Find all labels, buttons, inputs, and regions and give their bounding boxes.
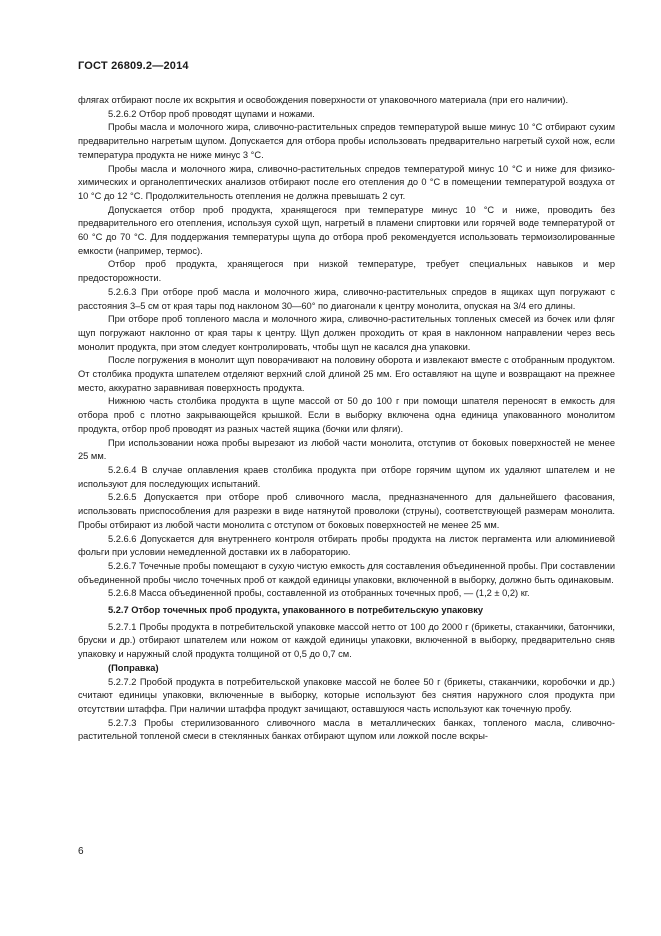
paragraph: 5.2.6.3 При отборе проб масла и молочного жира, сливочно-растительных спредов в ящиках щуп погружают с расстояния 3–5 см от края тары под наклоном 30—60° по диагонали к центру монолита, опуская на 3/4 его длины.	[78, 286, 615, 311]
section-heading: 5.2.7 Отбор точечных проб продукта, упакованного в потребительскую упаковку	[108, 605, 484, 616]
paragraph: Отбор проб продукта, хранящегося при низкой температуре, требует специальных навыков и мер предосторожности.	[78, 259, 615, 284]
paragraph: 5.2.6.8 Масса объединенной пробы, составленной из отобранных точечных проб, — (1,2 ± 0,2) кг.	[108, 588, 530, 599]
amendment-note: (Поправка)	[108, 662, 159, 673]
paragraph: Допускается отбор проб продукта, хранящегося при температуре минус 10 °С и ниже, проводить без предварительного его отепления, используя сухой щуп, нагретый в пламени спиртовки или горячей воде температурой от 60 °С до 70 °С. Для поддержания температуры щупа до отбора проб рекомендуется использовать термоизолированные емкости (например, термос).	[78, 204, 615, 256]
paragraph: 5.2.7.1 Пробы продукта в потребительской упаковке массой нетто от 100 до 2000 г (брикеты, стаканчики, батончики, бруски и др.) отбирают шпателем или ножом от каждой единицы упаковки, включенной в выборку, предварительно сняв упаковку и наружный слой продукта толщиной от 0,5 до 0,7 см.	[78, 621, 615, 660]
paragraph: Пробы масла и молочного жира, сливочно-растительных спредов температурой выше минус 10 °С отбирают сухим предварительно нагретым щупом. Допускается для отбора пробы использовать предварительно нагретый сухой нож, если температура продукта не ниже минус 3 °С.	[78, 122, 615, 160]
document-body	[78, 94, 615, 744]
paragraph: 5.2.6.4 В случае оплавления краев столбика продукта при отборе горячим щупом их удаляют шпателем и не используют для последующих испытаний.	[78, 464, 615, 489]
paragraph: 5.2.7.3 Пробы стерилизованного сливочного масла в металлических банках, топленого масла, сливочно-растительной топленой смеси в стеклянных банках отбирают щупом или ложкой после вскры-	[78, 717, 615, 742]
paragraph: 5.2.6.5 Допускается при отборе проб сливочного масла, предназначенного для дальнейшего фасования, использовать приспособления для разрезки в виде натянутой проволоки (струны), соответствующей размерам монолита. Пробы отбирают из любой части монолита с отступом от боковых поверхностей не менее 25 мм.	[78, 492, 615, 530]
page-number: 6	[78, 846, 84, 857]
paragraph: флягах отбирают после их вскрытия и освобождения поверхности от упаковочного материала (при его наличии).	[78, 95, 569, 105]
paragraph: 5.2.6.6 Допускается для внутреннего контроля отбирать пробы продукта на листок пергамента или алюминиевой фольги при условии немедленной доставки их в лабораторию.	[78, 533, 615, 558]
paragraph: После погружения в монолит щуп поворачивают на половину оборота и извлекают вместе с отобранным продуктом. От столбика продукта шпателем отделяют верхний слой длиной 25 мм. Его оставляют на щупе и возвращают на прежнее место, аккуратно заравнивая поверхность продукта.	[78, 355, 615, 393]
paragraph: При использовании ножа пробы вырезают из любой части монолита, отступив от боковых поверхностей не менее 25 мм.	[78, 437, 615, 462]
paragraph: При отборе проб топленого масла и молочного жира, сливочно-растительных топленых смесей из бочек или фляг щуп погружают наклонно от края тары к центру. Щуп должен проходить от края в наклонном направлении через весь монолит продукта, при этом следует контролировать, чтобы щуп не касался дна упаковки.	[78, 314, 615, 352]
paragraph: 5.2.6.2 Отбор проб проводят щупами и ножами.	[108, 108, 315, 119]
paragraph: Нижнюю часть столбика продукта в щупе массой от 50 до 100 г при помощи шпателя переносят в емкость для отбора проб с плотно закрывающейся крышкой. Если в выборку включена одна единица упакованного монолитом продукта, отбор проб проводят из разных частей ящика (бочки или фляги).	[78, 396, 615, 434]
document-header: ГОСТ 26809.2—2014	[78, 60, 189, 72]
paragraph: Пробы масла и молочного жира, сливочно-растительных спредов температурой минус 10 °С и ниже для физико-химических и органолептических анализов отбирают после его отепления до 0 °С в помещении температурой воздуха от 10 °С до 12 °С. Продолжительность отепления не должна превышать 2 сут.	[78, 163, 615, 201]
paragraph: 5.2.7.2 Пробой продукта в потребительской упаковке массой не более 50 г (брикеты, стаканчики, коробочки и др.) считают единицы упаковки, включенные в выборку, которые используют без снятия наружного слоя продукта при отсутствии штаффа. При наличии штаффа продукт зачищают, оставшуюся часть используют как точечную пробу.	[78, 676, 615, 714]
paragraph: 5.2.6.7 Точечные пробы помещают в сухую чистую емкость для составления объединенной пробы. При составлении объединенной пробы число точечных проб от каждой единицы упаковки, включенной в выборку, должно быть одинаковым.	[78, 560, 616, 585]
